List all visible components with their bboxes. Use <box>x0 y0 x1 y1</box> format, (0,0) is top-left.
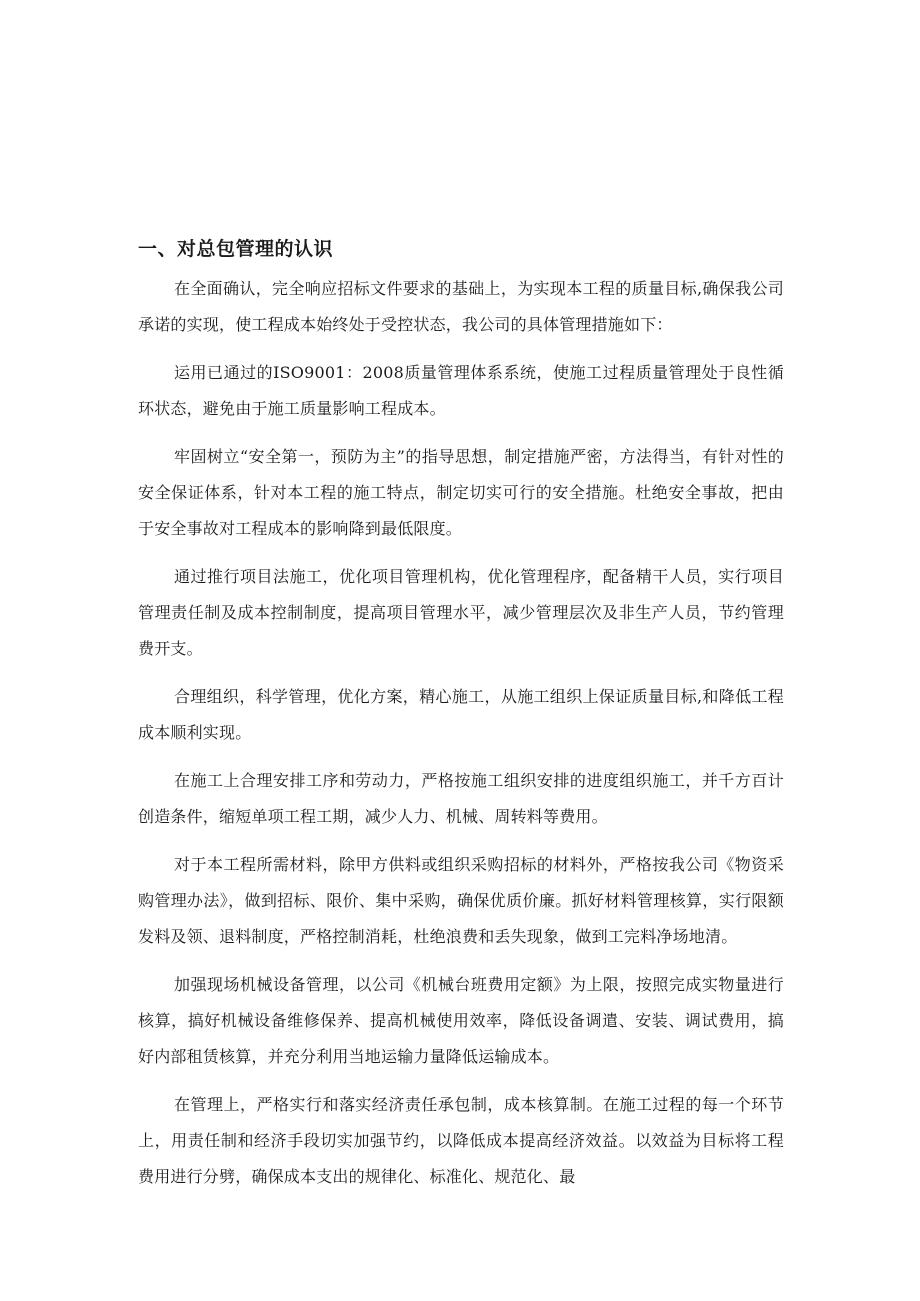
paragraph-materials: 对于本工程所需材料，除甲方供料或组织采购招标的材料外，严格按我公司《物资采购管理办法》，做到招标、限价、集中采购，确保优质价廉。抓好材料管理核算，实行限额发料及领、退料制度，严格控制消耗，杜绝浪费和丢失现象，做到工完料净场地清。 <box>138 855 784 946</box>
paragraph-organization: 合理组织，科学管理，优化方案，精心施工，从施工组织上保证质量目标,和降低工程成本顺利实现。 <box>138 687 784 742</box>
paragraph-quality-system: 运用已通过的ISO9001：2008质量管理体系系统，使施工过程质量管理处于良性循环状态，避免由于施工质量影响工程成本。 <box>138 363 784 418</box>
paragraph-management-measures-intro: 在全面确认，完全响应招标文件要求的基础上，为实现本工程的质量目标,确保我公司承诺的实现，使工程成本始终处于受控状态，我公司的具体管理措施如下： <box>138 279 784 334</box>
paragraph-project-management: 通过推行项目法施工，优化项目管理机构，优化管理程序，配备精干人员，实行项目管理责任制及成本控制制度，提高项目管理水平，减少管理层次及非生产人员，节约管理费开支。 <box>138 567 784 658</box>
paragraph-machinery: 加强现场机械设备管理，以公司《机械台班费用定额》为上限，按照完成实物量进行核算，搞好机械设备维修保养、提高机械使用效率，降低设备调遣、安装、调试费用，搞好内部租赁核算，并充分利用当地运输力量降低运输成本。 <box>138 975 784 1066</box>
paragraph-scheduling: 在施工上合理安排工序和劳动力，严格按施工组织安排的进度组织施工，并千方百计创造条件，缩短单项工程工期，减少人力、机械、周转料等费用。 <box>138 771 784 826</box>
section-heading: 一、对总包管理的认识 <box>138 238 334 260</box>
paragraph-safety: 牢固树立“安全第一，预防为主”的指导思想，制定措施严密，方法得当，有针对性的安全保证体系，针对本工程的施工特点，制定切实可行的安全措施。杜绝安全事故，把由于安全事故对工程成本的影响降到最低限度。 <box>138 447 784 538</box>
paragraph-cost-accounting: 在管理上，严格实行和落实经济责任承包制，成本核算制。在施工过程的每一个环节上，用责任制和经济手段切实加强节约，以降低成本提高经济效益。以效益为目标将工程费用进行分劈，确保成本支出的规律化、标准化、规范化、最 <box>138 1095 784 1186</box>
document-body <box>138 232 784 1207</box>
